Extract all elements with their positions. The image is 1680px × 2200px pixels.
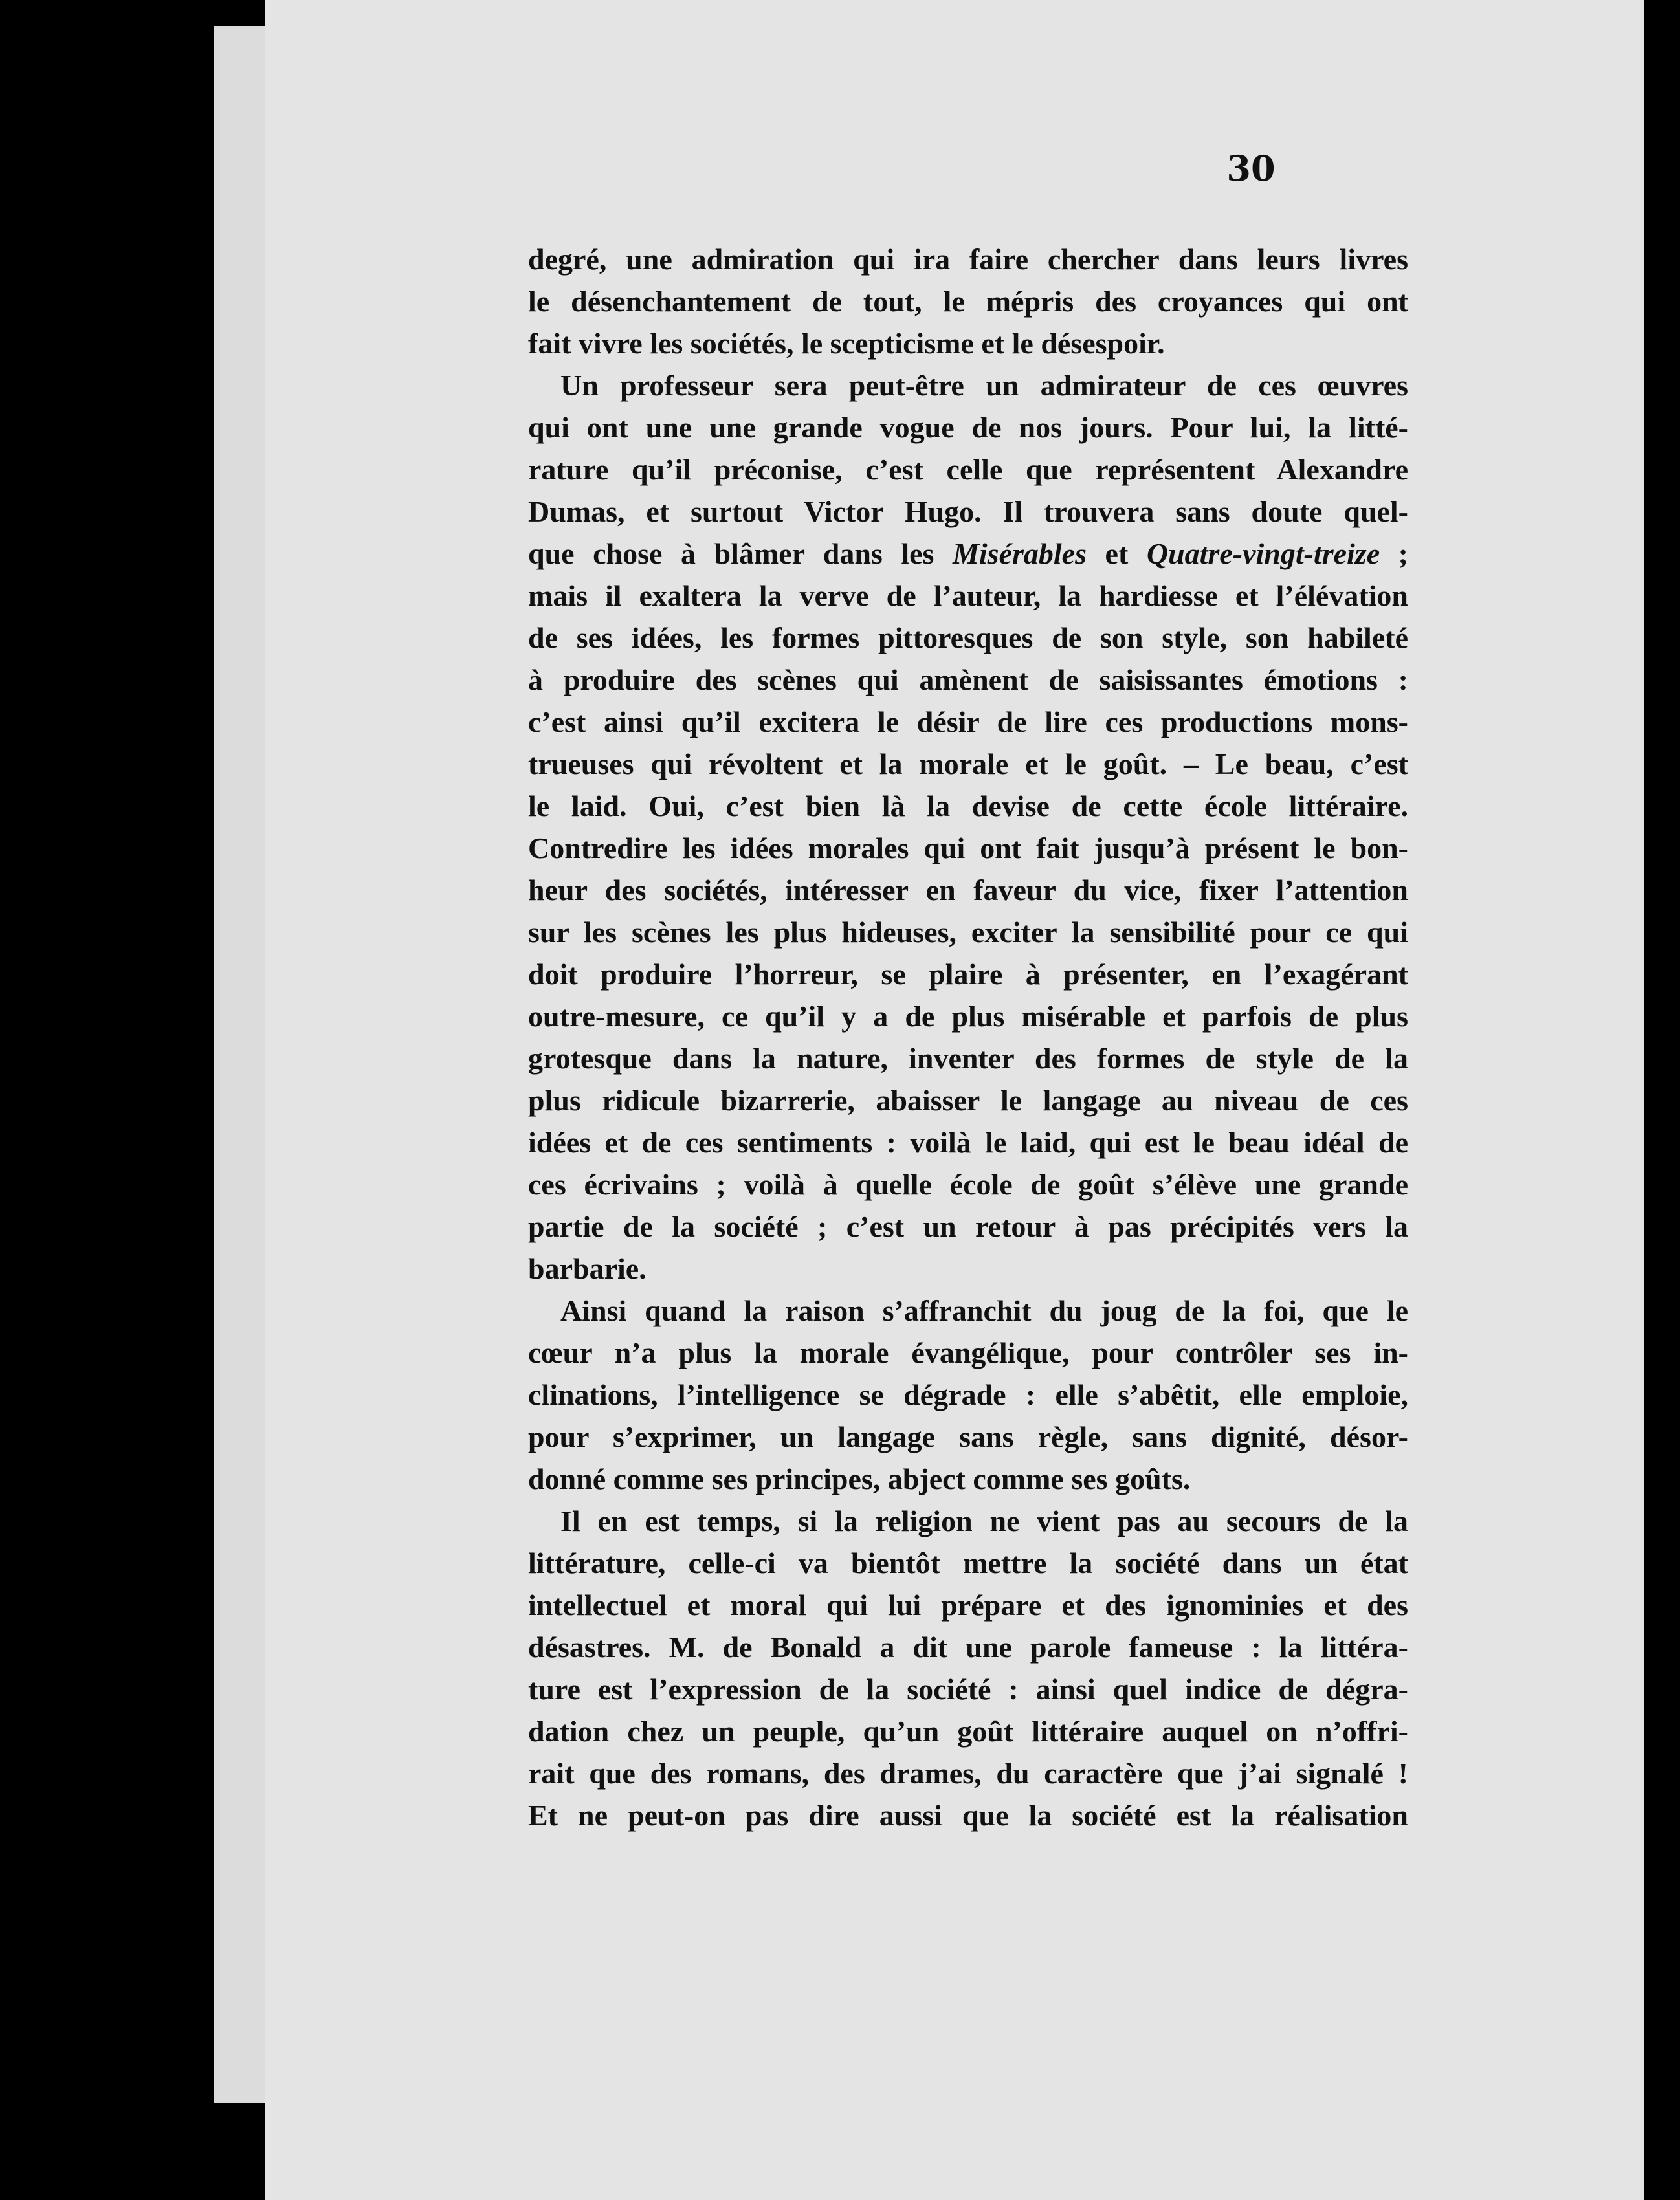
text-line: ces écrivains ; voilà à quelle école de goût s’élève une grande (528, 1168, 1408, 1201)
page-number: 30 (1226, 148, 1276, 189)
text-line: clinations, l’intelligence se dégrade : elle s’abêtit, elle emploie, (528, 1378, 1408, 1411)
text-line-with-titles (528, 533, 1408, 575)
paragraph-3 (528, 1290, 1408, 1500)
text-line: Contredire les idées morales qui ont fait jusqu’à présent le bon- (528, 831, 1408, 864)
text-line: qui ont une une grande vogue de nos jours. Pour lui, la litté- (528, 411, 1408, 444)
text-line: doit produire l’horreur, se plaire à présenter, en l’exagérant (528, 958, 1408, 991)
text-line: intellectuel et moral qui lui prépare et des ignominies et des (528, 1589, 1408, 1622)
text-line: degré, une admiration qui ira faire chercher dans leurs livres (528, 243, 1408, 276)
text-line: idées et de ces sentiments : voilà le laid, qui est le beau idéal de (528, 1126, 1408, 1159)
text-line: donné comme ses principes, abject comme ses goûts. (528, 1462, 1191, 1495)
text-line: partie de la société ; c’est un retour à pas précipités vers la (528, 1210, 1408, 1243)
paragraph-2 (528, 364, 1408, 1290)
text-line: barbarie. (528, 1252, 647, 1285)
text-line: trueuses qui révoltent et la morale et le goût. – Le beau, c’est (528, 747, 1408, 780)
text-line: Un professeur sera peut-être un admirateur de ces œuvres (560, 369, 1408, 402)
text-fragment: et (1087, 537, 1147, 570)
text-line: Et ne peut-on pas dire aussi que la société est la réalisation (528, 1799, 1408, 1832)
text-line: littérature, celle-ci va bientôt mettre la société dans un état (528, 1546, 1408, 1579)
text-line: cœur n’a plus la morale évangélique, pour contrôler ses in- (528, 1336, 1408, 1369)
text-line: mais il exaltera la verve de l’auteur, la hardiesse et l’élévation (528, 579, 1408, 612)
text-line: sur les scènes les plus hideuses, exciter la sensibilité pour ce qui (528, 916, 1408, 949)
text-line: pour s’exprimer, un langage sans règle, sans dignité, désor- (528, 1420, 1408, 1453)
text-fragment: ; (1380, 537, 1408, 570)
text-line: de ses idées, les formes pittoresques de son style, son habileté (528, 621, 1408, 654)
text-line: le laid. Oui, c’est bien là la devise de cette école littéraire. (528, 789, 1408, 822)
text-line: Ainsi quand la raison s’affranchit du joug de la foi, que le (560, 1294, 1408, 1327)
italic-title-quatre-vingt-treize: Quatre-vingt-treize (1146, 537, 1380, 570)
text-line: c’est ainsi qu’il excitera le désir de lire ces productions mons- (528, 705, 1408, 738)
text-line: désastres. M. de Bonald a dit une parole fameuse : la littéra- (528, 1631, 1408, 1664)
paragraph-4 (528, 1500, 1408, 1836)
text-line: ture est l’expression de la société : ainsi quel indice de dégra- (528, 1673, 1408, 1706)
text-line: rait que des romans, des drames, du caractère que j’ai signalé ! (528, 1757, 1408, 1790)
text-line: Dumas, et surtout Victor Hugo. Il trouvera sans doute quel- (528, 495, 1408, 528)
text-line: plus ridicule bizarrerie, abaisser le langage au niveau de ces (528, 1084, 1408, 1117)
text-line: le désenchantement de tout, le mépris des croyances qui ont (528, 285, 1408, 318)
italic-title-miserables: Misérables (953, 537, 1087, 570)
text-line: rature qu’il préconise, c’est celle que représentent Alexandre (528, 453, 1408, 486)
underlying-page-edge (214, 26, 267, 2103)
text-line: grotesque dans la nature, inventer des formes de style de la (528, 1042, 1408, 1075)
paragraph-1 (528, 238, 1408, 364)
page-text-body (528, 238, 1408, 1836)
text-line: fait vivre les sociétés, le scepticisme et le désespoir. (528, 327, 1165, 360)
text-line: heur des sociétés, intéresser en faveur du vice, fixer l’attention (528, 874, 1408, 907)
text-line: à produire des scènes qui amènent de saisissantes émotions : (528, 663, 1408, 696)
text-fragment: que chose à blâmer dans les (528, 537, 953, 570)
text-line: outre-mesure, ce qu’il y a de plus misérable et parfois de plus (528, 1000, 1408, 1033)
text-line: Il en est temps, si la religion ne vient pas au secours de la (560, 1504, 1408, 1537)
text-line: dation chez un peuple, qu’un goût littéraire auquel on n’offri- (528, 1715, 1408, 1748)
